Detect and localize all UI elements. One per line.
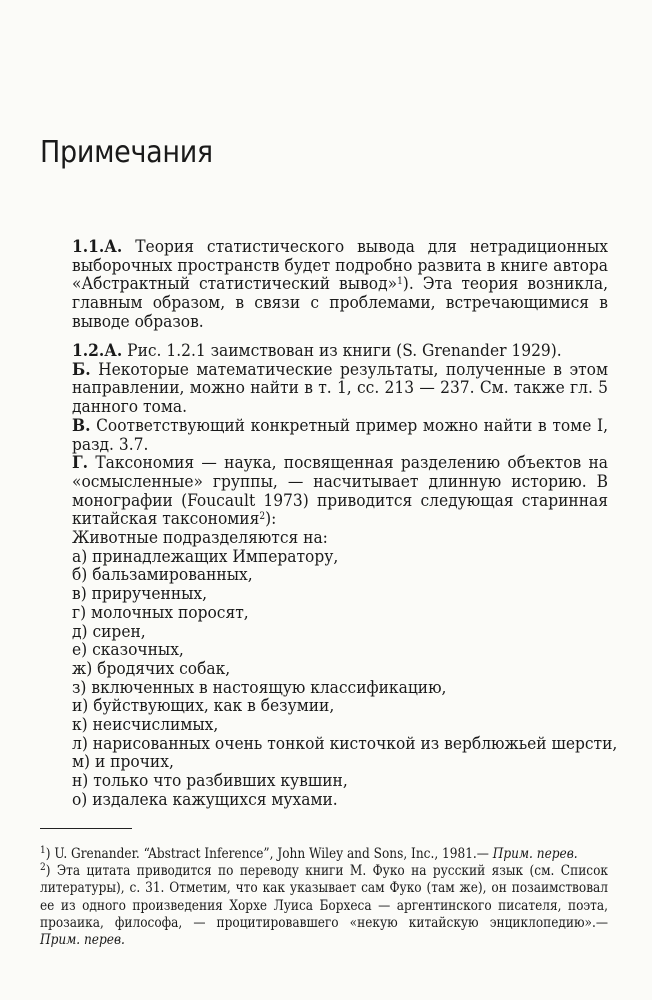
paragraph-text: Соответствующий конкретный пример можно найти в томе I, разд. 3.7. xyxy=(72,415,608,455)
note-section-1-1 xyxy=(72,238,608,332)
taxonomy-list xyxy=(72,546,618,810)
list-item: д) сирен, xyxy=(72,621,146,642)
footnote-text: ) U. Grenander. “Abstract Inference”, John Wiley and Sons, Inc., 1981.— xyxy=(45,846,489,862)
paragraph-1-2-v xyxy=(72,417,608,454)
footnote-2 xyxy=(40,863,608,949)
list-item: к) неисчислимых, xyxy=(72,715,219,736)
footnote-divider xyxy=(40,828,132,829)
paragraph-text: Теория статистического вывода для нетрадиционных выборочных пространств будет подробно развита в книге автора «Абстрактный статистический вывод» xyxy=(72,237,608,295)
paragraph-text-cont: . Эта теория возникла, главным образом, в связи с проблемами, встречающимися в выводе образов. xyxy=(72,274,608,332)
list-item: б) бальзамированных, xyxy=(72,565,253,586)
footnote-translator-note: Прим. перев. xyxy=(40,932,125,949)
list-item: з) включенных в настоящую классификацию, xyxy=(72,677,447,698)
section-number: 1.1.А. xyxy=(72,237,123,257)
footnotes xyxy=(40,846,608,949)
section-number: Б. xyxy=(72,359,91,380)
footnote-ref-1[interactable]: 1 xyxy=(397,276,403,288)
list-item: г) молочных поросят, xyxy=(72,602,249,623)
page-title: Примечания xyxy=(40,135,213,170)
footnote-marker: 2 xyxy=(40,862,46,874)
list-item: е) сказочных, xyxy=(72,640,184,661)
paragraph-1-2-a xyxy=(72,342,608,361)
paragraph-1-2-g xyxy=(72,454,608,529)
section-number: В. xyxy=(72,415,91,436)
paragraph-text: Некоторые математические результаты, полученные в этом направлении, можно найти в т. 1, сс. 213 — 237. См. также гл. 5 данного тома. xyxy=(72,359,608,418)
paragraph-1-2-b xyxy=(72,361,608,417)
list-item: о) издалека кажущихся мухами. xyxy=(72,789,338,810)
list-item: и) буйствующих, как в безумии, xyxy=(72,696,335,717)
list-intro: Животные подразделяются на: xyxy=(72,528,328,549)
list-item: а) принадлежащих Императору, xyxy=(72,546,339,567)
section-number: Г. xyxy=(72,453,89,474)
footnote-text: ) Эта цитата приводится по переводу книги М. Фуко на русский язык (см. Список литературы), с. 31. Отметим, что как указывает сам Фуко (там же), он позаимствовал ее из одного произведения Хорхе Луиса Борхеса — аргентинского писателя, поэта, прозаика, философа, — процитировавшего «некую китайскую энциклопедию».— xyxy=(40,863,608,931)
list-item: м) и прочих, xyxy=(72,752,174,773)
footnote-ref-2[interactable]: 2 xyxy=(259,511,266,523)
footnote-translator-note: Прим. перев. xyxy=(492,846,578,862)
list-item: н) только что разбивших кувшин, xyxy=(72,771,348,792)
note-section-1-2 xyxy=(72,341,618,810)
footnote-marker: 1 xyxy=(40,845,46,856)
paragraph-text-cont: ): xyxy=(265,509,277,530)
list-item: в) прирученных, xyxy=(72,584,208,605)
paragraph-1-1-a: 1.1.А. Теория статистического вывода для нетрадиционных выборочных пространств будет подробно развита в книге автора «Абстрактный статистический вывод»$^1$). Эта теория возникла, главным образом, в связи с проблемами, встречающимися в выводе образов. xyxy=(72,237,608,332)
paragraph-text: Рис. 1.2.1 заимствован из книги (S. Grenander 1929). xyxy=(122,341,562,361)
list-item: л) нарисованных очень тонкой кисточкой из верблюжьей шерсти, xyxy=(72,733,618,754)
footnote-1 xyxy=(40,846,608,863)
paragraph-text: Таксономия — наука, посвященная разделению объектов на «осмысленные» группы, — насчитывает длинную историю. В монографии (Foucault 1973) приводится следующая старинная китайская таксономия xyxy=(72,453,608,530)
list-item: ж) бродячих собак, xyxy=(72,658,231,679)
section-number: 1.2.А. xyxy=(72,341,123,361)
